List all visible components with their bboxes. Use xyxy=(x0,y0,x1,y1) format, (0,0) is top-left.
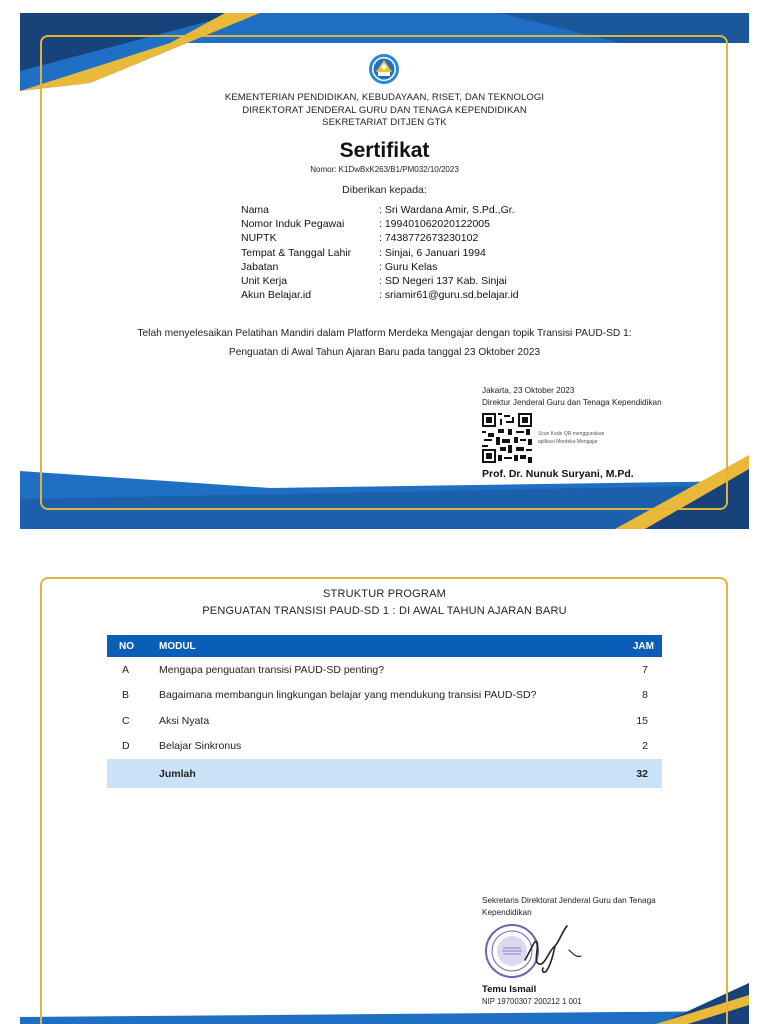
program-structure-page xyxy=(20,563,749,1024)
row-jam: 2 xyxy=(642,740,648,753)
table-row xyxy=(107,683,662,709)
identity-value: : Sri Wardana Amir, S.Pd.,Gr. xyxy=(379,203,515,217)
identity-label: Nama xyxy=(241,204,270,216)
certificate-number: Nomor: K1DwBxK263/B1/PM032/10/2023 xyxy=(310,165,459,174)
identity-label: NUPTK xyxy=(241,232,277,245)
program-title: STRUKTUR PROGRAM xyxy=(323,588,446,600)
signer-position: Direktur Jenderal Guru dan Tenaga Kependidikan xyxy=(482,398,662,407)
given-to-label: Diberikan kepada: xyxy=(342,184,427,196)
identity-row xyxy=(241,288,519,302)
module-table xyxy=(107,635,662,788)
certificate-page xyxy=(20,13,749,529)
secretary-position xyxy=(482,895,692,919)
row-modul: Bagaimana membangun lingkungan belajar yang mendukung transisi PAUD-SD? xyxy=(159,689,537,702)
identity-label: Akun Belajar.id xyxy=(241,289,312,302)
identity-label: Tempat & Tanggal Lahir xyxy=(241,246,352,259)
program-subtitle: PENGUATAN TRANSISI PAUD-SD 1 : DI AWAL TAHUN AJARAN BARU xyxy=(202,605,567,617)
secretary-nip: NIP 19700307 200212 1 001 xyxy=(482,997,582,1006)
identity-row xyxy=(241,203,519,217)
identity-value: : 7438772673230102 xyxy=(379,231,478,245)
identity-label: Nomor Induk Pegawai xyxy=(241,218,345,231)
row-modul: Aksi Nyata xyxy=(159,714,210,727)
row-jam: 8 xyxy=(642,689,648,702)
row-no: B xyxy=(122,689,130,702)
qr-note-line: Scan Kode QR menggunakan xyxy=(538,431,605,437)
signature-block xyxy=(482,385,662,409)
row-no: D xyxy=(122,740,130,753)
secretary-position-line: Kependidikan xyxy=(482,908,532,917)
header-line-ministry: KEMENTERIAN PENDIDIKAN, KEBUDAYAAN, RISET, DAN TEKNOLOGI xyxy=(224,92,545,103)
identity-value: : 199401062020122005 xyxy=(379,217,490,231)
row-modul: Belajar Sinkronus xyxy=(159,740,242,753)
signer-name: Prof. Dr. Nunuk Suryani, M.Pd. xyxy=(482,468,634,480)
header-no: NO xyxy=(107,635,147,657)
identity-value: : Guru Kelas xyxy=(379,260,437,274)
header-line-secretariat: SEKRETARIAT DITJEN GTK xyxy=(322,117,447,128)
row-modul: Mengapa penguatan transisi PAUD-SD penting? xyxy=(159,663,385,676)
header-modul: MODUL xyxy=(147,635,613,657)
place-date: Jakarta, 23 Oktober 2023 xyxy=(482,386,575,395)
table-row xyxy=(107,657,662,683)
table-row xyxy=(107,734,662,760)
qr-note-line: aplikasi Merdeka Mengajar xyxy=(538,439,598,445)
identity-row xyxy=(241,231,519,245)
identity-value: : sriamir61@guru.sd.belajar.id xyxy=(379,288,519,302)
identity-value: : Sinjai, 6 Januari 1994 xyxy=(379,246,486,260)
total-value: 32 xyxy=(613,759,662,788)
ministry-header xyxy=(20,92,749,130)
qr-verification xyxy=(482,413,648,463)
statement-line: Telah menyelesaikan Pelatihan Mandiri dalam Platform Merdeka Mengajar dengan topik Transisi PAUD-SD 1: xyxy=(137,328,632,339)
secretary-position-line: Sekretaris Direktorat Jenderal Guru dan Tenaga xyxy=(482,896,656,905)
header-jam: JAM xyxy=(613,635,662,657)
total-label: Jumlah xyxy=(147,759,613,788)
secretary-name: Temu Ismail xyxy=(482,984,537,995)
identity-label: Unit Kerja xyxy=(241,275,288,288)
identity-row xyxy=(241,260,519,274)
row-no: A xyxy=(122,663,130,676)
identity-value: : SD Negeri 137 Kab. Sinjai xyxy=(379,274,507,288)
header-line-directorate: DIREKTORAT JENDERAL GURU DAN TENAGA KEPENDIDIKAN xyxy=(242,104,527,116)
table-row xyxy=(107,708,662,734)
recipient-identity xyxy=(241,203,519,302)
qr-note xyxy=(538,430,648,446)
table-total-row xyxy=(107,759,662,788)
identity-row xyxy=(241,274,519,288)
total-no-cell xyxy=(107,759,147,788)
table-header-row xyxy=(107,635,662,657)
identity-label: Jabatan xyxy=(241,260,279,273)
statement-line: Penguatan di Awal Tahun Ajaran Baru pada tanggal 23 Oktober 2023 xyxy=(228,347,541,358)
qr-code-icon[interactable] xyxy=(482,413,532,463)
row-no: C xyxy=(122,714,130,727)
official-stamp-signature xyxy=(485,920,595,982)
identity-row xyxy=(241,246,519,260)
completion-statement xyxy=(20,324,749,362)
row-jam: 7 xyxy=(642,663,648,676)
tut-wuri-handayani-logo xyxy=(368,53,400,85)
identity-row xyxy=(241,217,519,231)
row-jam: 15 xyxy=(636,714,648,727)
certificate-title: Sertifikat xyxy=(339,139,430,162)
